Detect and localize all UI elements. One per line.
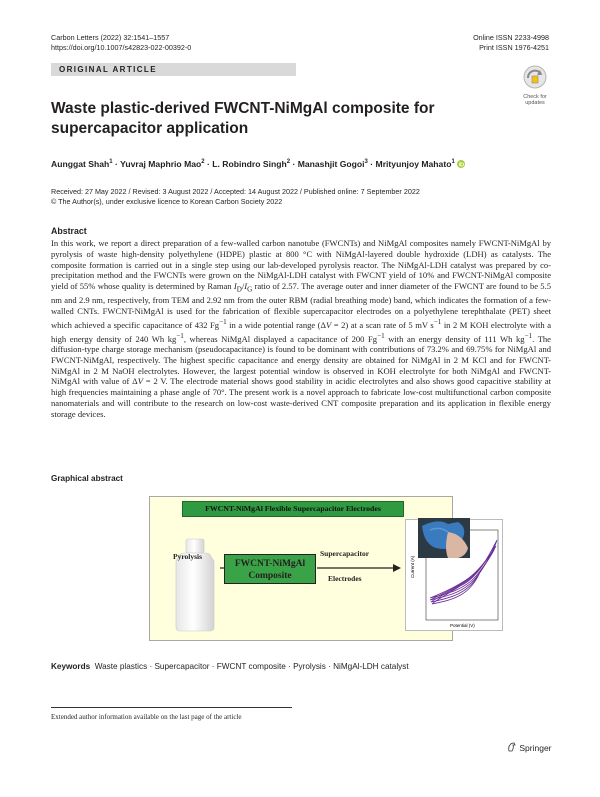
print-issn: Print ISSN 1976-4251 (479, 43, 549, 52)
author-affiliation: 2 (286, 159, 291, 166)
keywords-line (51, 662, 409, 671)
orcid-icon[interactable] (457, 160, 465, 168)
footnote-divider (51, 707, 292, 708)
article-title: Waste plastic-derived FWCNT-NiMgAl composite for supercapacitor application (51, 100, 435, 137)
abstract-text: In this work, we report a direct preparation of a few-walled carbon nanotube (FWCNTs) and NiMgAl composites namely FWCNT-NiMgAl by pyrolysis of waste high-density polyethylene (HDPE) plastic at 800 °C with NiMgAl-layered double hydroxide (LDH) as catalysts. The composite formation is carried out in a single step using our lab-developed pyrolysis reactor. The NiMgAl-LDH catalyst was prepared by co-precipitation method and the FWCNTs were grown on the NiMgAl-LDH catalyst with FWCNT yield of 10% and FWCNT-NiMgAl composite yield of 55% whose quality is determined by Raman $I_D/I_G$ ratio of 2.57. The average outer and inner diameter of the FWCNT are found to be 5.5 nm and 2.9 nm, respectively, from TEM and 2.92 nm from the outer RBM (radial breathing mode) band, which indicates the formation of a few-walled CNTs. FWCNT-NiMgAl is used for the fabrication of flexible supercapacitor electrodes on a polyethylene terephthalate (PET) sheet which achieved a specific capacitance of 432 $Fg^{-1}$ in a wide potential range (ΔV = 2) at a scan rate of 5 mV $s^{-1}$ in 2 M KOH electrolyte with a high energy density of 240 Wh $kg^{-1}$, whereas NiMgAl displayed a capacitance of 200 $Fg^{-1}$ with an energy density of 111 Wh $kg^{-1}$. The diffusion-type charge storage mechanism (pseudocapacitance) is found to be dominant with contributions of 73.2% and 69.75% for NiMgAl and FWCNT-NiMgAl, respectively. The highest specific capacitance and energy density are obtained for NiMgAl in 2 M KCl and for FWCNT-NiMgAl in 2 M NaOH electrolytes. However, the largest potential window is observed in KOH electrolyte for both NiMgAl and FWCNT-NiMgAl with value of ΔV = 2 V. The electrode material shows good stability in acidic electrolytes and also shows good capacitive stability at high frequencies maintaining a phase angle of 70°. The present work is a novel approach to fabricate low-cost multifunctional carbon composite nanomaterials and will contribute to the research on low-cost waste-derived CNT composite preparation and its application in flexible energy storage devices. (51, 238, 551, 419)
author-affiliation: 3 (364, 159, 368, 166)
author-name[interactable]: Aunggat Shah (51, 159, 110, 169)
author-affiliation: 1 (109, 159, 113, 166)
journal-citation: Carbon Letters (2022) 32:1541–1557 (51, 33, 170, 42)
composite-box (224, 554, 316, 584)
author-name[interactable]: Mrityunjoy Mahato (375, 159, 452, 169)
graphical-abstract-figure (149, 496, 475, 641)
author-affiliation: 1 (451, 159, 455, 166)
electrodes-label: Electrodes (328, 574, 362, 583)
graphical-abstract-heading: Graphical abstract (51, 474, 123, 483)
supercapacitor-label: Supercapacitor (320, 549, 370, 558)
cv-plot-panel (405, 519, 503, 631)
check-updates-line2: updates (525, 100, 545, 106)
doi-link[interactable]: https://doi.org/10.1007/s42823-022-00392-0 (51, 43, 192, 52)
online-issn: Online ISSN 2233-4998 (473, 33, 549, 42)
publisher-logo (507, 742, 552, 753)
author-list: Aunggat Shah$^1$ · Yuvraj Maphrio Mao$^2$ · L. Robindro Singh$^2$ · Manashjit Gogoi$^3$ · Mrityunjoy Mahato$^1$ (51, 159, 465, 169)
abstract-heading: Abstract (51, 226, 87, 236)
author-name[interactable]: L. Robindro Singh (212, 159, 287, 169)
publisher-name: Springer (519, 743, 552, 753)
cv-ylabel: Current (A) (410, 555, 415, 578)
check-updates-icon (522, 65, 548, 89)
springer-horse-icon (507, 742, 517, 752)
composite-line1: FWCNT-NiMgAl (234, 559, 306, 569)
composite-line2: Composite (248, 571, 292, 581)
arrow-right-icon (317, 563, 401, 573)
figure-banner: FWCNT-NiMgAl Flexible Supercapacitor Electrodes (182, 501, 404, 517)
author-affiliation: 2 (201, 159, 205, 166)
check-for-updates[interactable] (519, 65, 551, 106)
history-dates: Received: 27 May 2022 / Revised: 3 August 2022 / Accepted: 14 August 2022 / Published online: 7 September 2022 (51, 187, 420, 196)
footnote: Extended author information available on the last page of the article (51, 713, 242, 721)
author-name[interactable]: Yuvraj Maphrio Mao (120, 159, 202, 169)
author-name[interactable]: Manashjit Gogoi (297, 159, 365, 169)
pyrolysis-label: Pyrolysis (173, 552, 203, 561)
cv-xlabel: Potential (V) (450, 623, 475, 628)
flexible-electrode-photo (418, 518, 470, 558)
keywords-label: Keywords (51, 662, 91, 671)
keywords-list: Waste plastics · Supercapacitor · FWCNT composite · Pyrolysis · NiMgAl-LDH catalyst (94, 662, 409, 671)
check-updates-line1: Check for (523, 94, 547, 100)
article-dates (51, 187, 420, 207)
article-type-badge: ORIGINAL ARTICLE (51, 63, 296, 76)
copyright-line: © The Author(s), under exclusive licence to Korean Carbon Society 2022 (51, 197, 283, 206)
